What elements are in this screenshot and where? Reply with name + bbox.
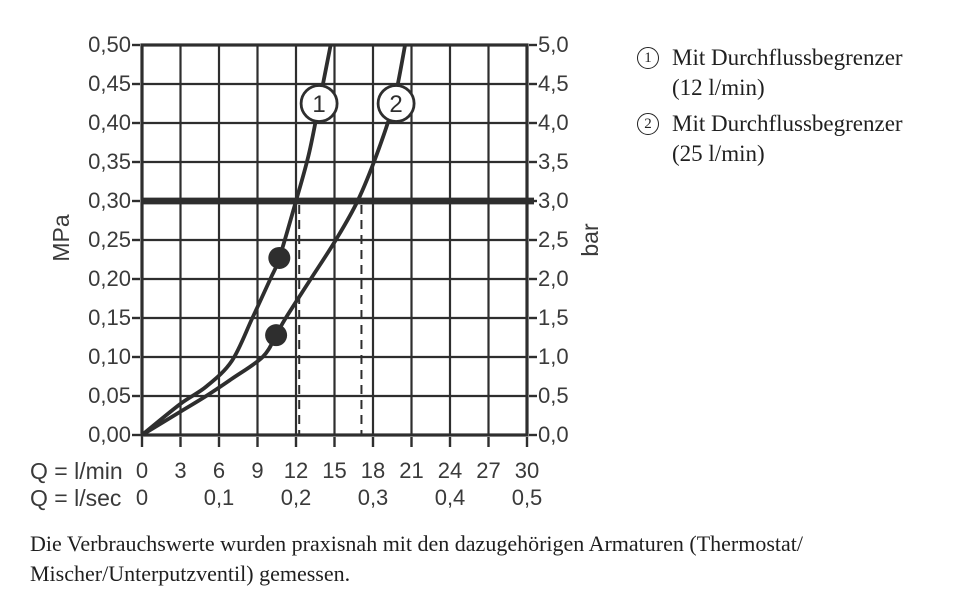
x-tick-label-lmin: 3: [174, 458, 187, 483]
legend-item-1-text: [672, 43, 903, 103]
y-right-tick-label: 4,0: [538, 110, 569, 135]
y-right-tick-label: 2,0: [538, 266, 569, 291]
legend-circled-number-1: 1: [637, 47, 659, 69]
x-axis-unit-lsec: Q = l/sec: [30, 485, 122, 511]
x-tick-label-lmin: 24: [437, 458, 463, 483]
legend-item-2-text: [672, 109, 903, 169]
y-left-tick-label: 0,00: [88, 422, 131, 447]
footnote-line1: Die Verbrauchswerte wurden praxisnah mit den dazugehörigen Armaturen (Thermostat/: [30, 531, 803, 556]
x-tick-label-lsec: 0,3: [357, 485, 389, 510]
x-tick-label-lmin: 18: [360, 458, 386, 483]
legend: [637, 43, 903, 169]
curve-1-label-number: 1: [312, 91, 326, 118]
legend-item-2-line2: (25 l/min): [672, 141, 765, 166]
legend-item-2-line1: Mit Durchflussbegrenzer: [672, 111, 903, 136]
y-left-tick-label: 0,05: [88, 383, 131, 408]
x-tick-label-lmin: 30: [514, 458, 540, 483]
y-right-tick-label: 3,0: [538, 188, 569, 213]
y-right-tick-label: 3,5: [538, 149, 569, 174]
x-tick-label-lmin: 27: [476, 458, 501, 483]
y-right-tick-label: 2,5: [538, 227, 569, 252]
y-left-tick-label: 0,15: [88, 305, 131, 330]
y-right-tick-label: 1,5: [538, 305, 569, 330]
legend-item-1: [637, 43, 903, 103]
y-right-tick-label: 0,5: [538, 383, 569, 408]
y-axis-right-unit-bar: bar: [577, 223, 603, 257]
x-tick-label-lmin: 6: [212, 458, 226, 483]
x-tick-label-lmin: 9: [251, 458, 264, 483]
x-tick-label-lmin: 0: [135, 458, 149, 483]
x-tick-label-lsec: 0,5: [511, 485, 543, 510]
y-left-tick-label: 0,20: [88, 266, 131, 291]
footnote: [30, 529, 803, 589]
x-tick-label-lmin: 12: [283, 458, 309, 483]
y-right-tick-label: 5,0: [538, 32, 569, 57]
x-tick-label-lmin: 21: [399, 458, 424, 483]
legend-item-2: [637, 109, 903, 169]
x-tick-label-lsec: 0,4: [434, 485, 466, 510]
y-axis-left-unit-mpa: MPa: [48, 214, 74, 262]
y-right-tick-label: 1,0: [538, 344, 569, 369]
y-right-tick-label: 4,5: [538, 71, 569, 96]
x-tick-label-lsec: 0,1: [203, 485, 235, 510]
x-tick-label-lsec: 0: [135, 485, 149, 510]
y-left-tick-label: 0,30: [88, 188, 131, 213]
legend-item-1-line2: (12 l/min): [672, 75, 765, 100]
x-tick-label-lsec: 0,2: [280, 485, 312, 510]
y-left-tick-label: 0,35: [88, 149, 131, 174]
y-left-tick-label: 0,40: [88, 110, 131, 135]
curve-2-marker: [265, 324, 287, 346]
curve-2-label-number: 2: [389, 91, 403, 118]
curve-1-marker: [268, 247, 290, 269]
x-axis-unit-lmin: Q = l/min: [30, 458, 123, 484]
legend-circled-number-2: 2: [637, 113, 659, 135]
footnote-line2: Mischer/Unterputzventil) gemessen.: [30, 561, 351, 586]
y-left-tick-label: 0,50: [88, 32, 131, 57]
legend-item-1-line1: Mit Durchflussbegrenzer: [672, 45, 903, 70]
y-right-tick-label: 0,0: [538, 422, 569, 447]
x-tick-label-lmin: 15: [322, 458, 347, 483]
y-left-tick-label: 0,10: [88, 344, 131, 369]
y-left-tick-label: 0,25: [88, 227, 131, 252]
y-left-tick-label: 0,45: [88, 71, 131, 96]
